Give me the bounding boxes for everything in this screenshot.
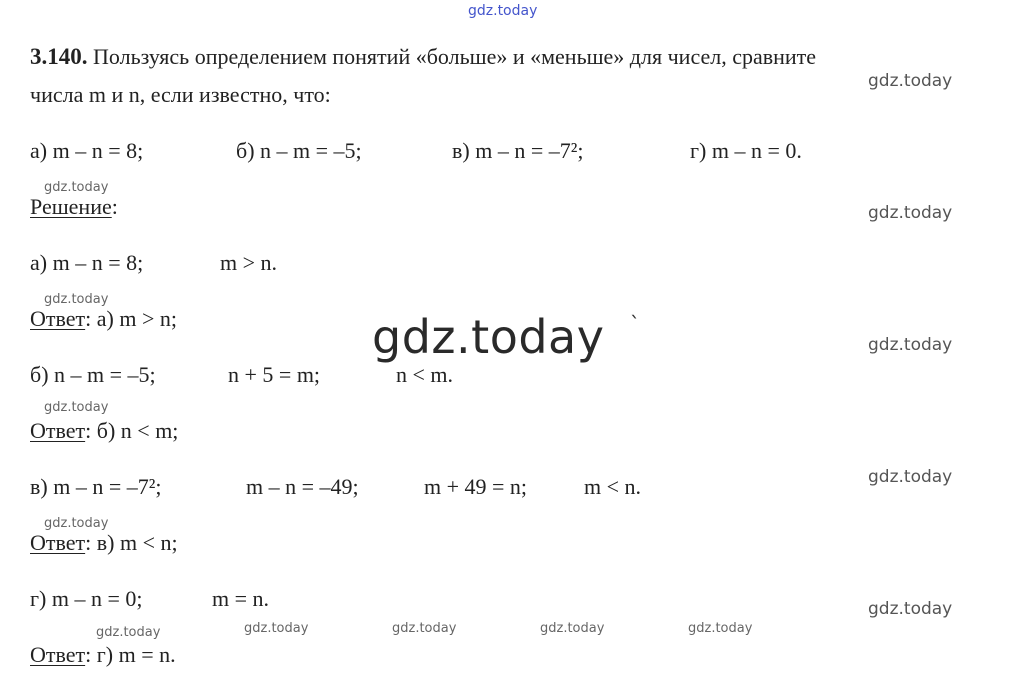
problem-part-g: г) m – n = 0. bbox=[690, 138, 802, 163]
watermark-right: gdz.today bbox=[868, 71, 953, 91]
watermark-right: gdz.today bbox=[868, 599, 953, 619]
problem-line-1 bbox=[30, 44, 816, 70]
watermark-right: gdz.today bbox=[868, 467, 953, 487]
solution-b-step-2: n + 5 = m; bbox=[228, 362, 321, 387]
problem-number: 3.140. bbox=[30, 44, 88, 69]
watermark-big: gdz.today bbox=[372, 310, 605, 364]
solution-v-step-4: m < n. bbox=[584, 474, 642, 499]
problem-part-b: б) n – m = –5; bbox=[236, 138, 362, 163]
answer-colon: : bbox=[85, 418, 92, 443]
watermark-small: gdz.today bbox=[44, 400, 109, 415]
solution-heading-text: Решение bbox=[30, 194, 112, 219]
watermark-small: gdz.today bbox=[44, 292, 109, 307]
answer-colon: : bbox=[85, 642, 92, 667]
answer-g-text: г) m = n. bbox=[91, 642, 176, 667]
answer-b-text: б) n < m; bbox=[91, 418, 179, 443]
watermark-small: gdz.today bbox=[392, 621, 457, 636]
answer-colon: : bbox=[85, 306, 92, 331]
watermark-tick: ` bbox=[630, 312, 640, 336]
watermark-small: gdz.today bbox=[244, 621, 309, 636]
watermark-small: gdz.today bbox=[96, 625, 161, 640]
problem-part-a: а) m – n = 8; bbox=[30, 138, 144, 163]
answer-b bbox=[30, 418, 178, 444]
solution-heading-colon: : bbox=[111, 194, 118, 219]
problem-text-1: Пользуясь определением понятий «больше» и «меньше» для чисел, сравните bbox=[93, 44, 817, 69]
problem-part-v: в) m – n = –7²; bbox=[452, 138, 584, 163]
watermark-right: gdz.today bbox=[868, 335, 953, 355]
solution-v-step-3: m + 49 = n; bbox=[424, 474, 528, 499]
answer-label: Ответ bbox=[30, 306, 86, 331]
answer-colon: : bbox=[85, 530, 92, 555]
answer-label: Ответ bbox=[30, 418, 86, 443]
watermark-small: gdz.today bbox=[688, 621, 753, 636]
answer-g bbox=[30, 642, 176, 668]
solution-g-step-2: m = n. bbox=[212, 586, 270, 611]
problem-line-2: числа m и n, если известно, что: bbox=[30, 82, 331, 107]
solution-v-step-1: в) m – n = –7²; bbox=[30, 474, 162, 499]
solution-heading bbox=[30, 194, 118, 220]
solution-a-step-2: m > n. bbox=[220, 250, 278, 275]
watermark-top: gdz.today bbox=[468, 3, 538, 19]
answer-label: Ответ bbox=[30, 530, 86, 555]
watermark-small: gdz.today bbox=[44, 516, 109, 531]
watermark-small: gdz.today bbox=[540, 621, 605, 636]
answer-v bbox=[30, 530, 178, 556]
solution-g-step-1: г) m – n = 0; bbox=[30, 586, 143, 611]
solution-b-step-1: б) n – m = –5; bbox=[30, 362, 156, 387]
watermark-right: gdz.today bbox=[868, 203, 953, 223]
answer-label: Ответ bbox=[30, 642, 86, 667]
solution-a-step-1: а) m – n = 8; bbox=[30, 250, 144, 275]
answer-a-text: а) m > n; bbox=[91, 306, 177, 331]
watermark-small: gdz.today bbox=[44, 180, 109, 195]
solution-b-step-3: n < m. bbox=[396, 362, 454, 387]
solution-v-step-2: m – n = –49; bbox=[246, 474, 359, 499]
answer-a bbox=[30, 306, 177, 332]
answer-v-text: в) m < n; bbox=[91, 530, 178, 555]
